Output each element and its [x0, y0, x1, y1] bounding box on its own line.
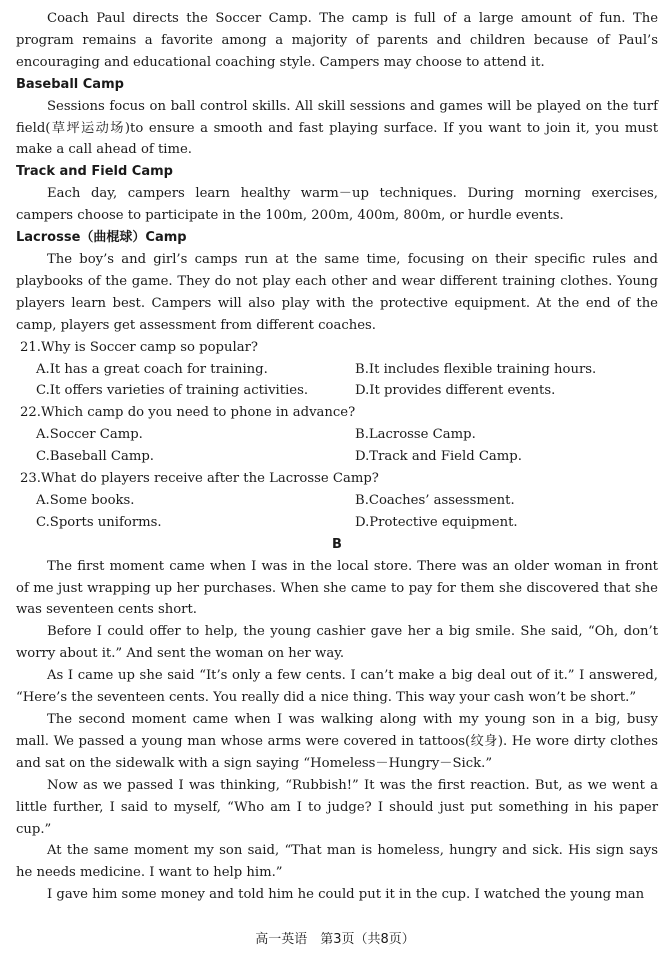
answer-options [16, 359, 658, 403]
passage-b-paragraph: At the same moment my son said, “That man is homeless, hungry and sick. His sign says he needs medicine. I want to help him.” [16, 843, 658, 881]
passage-b-paragraph: The second moment came when I was walking along with my young son in a big, busy mall. We passed a young man whose arms were covered in tattoos(纹身). He wore dirty clothes and sat on the sidewalk with a sign saying “Homeless－Hungry－Sick.” [16, 712, 658, 771]
section-b-label: B [332, 536, 342, 552]
question-22 [16, 402, 658, 468]
option-b: B.It includes flexible training hours. [355, 361, 597, 377]
baseball-camp-heading: Baseball Camp [16, 76, 124, 92]
option-a: A.Soccer Camp. [36, 427, 143, 443]
option-d: D.It provides different events. [355, 383, 556, 399]
option-b: B.Coaches’ assessment. [355, 492, 515, 508]
option-c: C.Baseball Camp. [36, 449, 154, 465]
track-camp-paragraph: Each day, campers learn healthy warm－up techniques. During morning exercises, campers choose to participate in the 100m, 200m, 400m, 800m, or hurdle events. [16, 186, 658, 224]
question-stem: 21.Why is Soccer camp so popular? [20, 339, 258, 355]
track-camp-heading: Track and Field Camp [16, 164, 173, 180]
option-a: A.It has a great coach for training. [36, 361, 268, 377]
passage-b-paragraph: As I came up she said “It’s only a few cents. I can’t make a big deal out of it.” I answered, “Here’s the seventeen cents. You really did a nice thing. This way your cash won’t be short.” [16, 668, 658, 706]
soccer-camp-paragraph: Coach Paul directs the Soccer Camp. The camp is full of a large amount of fun. The program remains a favorite among a majority of parents and children because of Paul’s encouraging and educational coaching style. Campers may choose to attend it. [16, 11, 658, 70]
option-c: C.Sports uniforms. [36, 514, 162, 530]
question-stem: 22.Which camp do you need to phone in advance? [20, 405, 356, 421]
question-stem: 23.What do players receive after the Lacrosse Camp? [20, 471, 379, 487]
option-c: C.It offers varieties of training activities. [36, 383, 309, 399]
passage-b-paragraph: Before I could offer to help, the young cashier gave her a big smile. She said, “Oh, don’t worry about it.” And sent the woman on her way. [16, 624, 658, 662]
passage-b-paragraph: The first moment came when I was in the local store. There was an older woman in front of me just wrapping up her purchases. When she came to pay for them she discovered that she was seventeen cents short. [16, 558, 658, 618]
page-footer: 高一英语 第3页（共8页） [255, 932, 415, 947]
passage-a [16, 8, 658, 906]
option-b: B.Lacrosse Camp. [355, 427, 476, 443]
lacrosse-camp-heading: Lacrosse（曲棍球）Camp [16, 230, 187, 246]
answer-options [16, 490, 658, 534]
baseball-camp-paragraph: Sessions focus on ball control skills. All skill sessions and games will be played on the turf field(草坪运动场)to ensure a smooth and fast playing surface. If you want to join it, you must make a call ahead of time. [16, 98, 658, 158]
option-d: D.Track and Field Camp. [355, 449, 522, 465]
question-21 [16, 337, 658, 403]
passage-b-paragraph: Now as we passed I was thinking, “Rubbish!” It was the first reaction. But, as we went a little further, I said to myself, “Who am I to judge? I should just put something in his paper cup.” [16, 777, 658, 837]
option-d: D.Protective equipment. [355, 514, 518, 530]
lacrosse-camp-paragraph: The boy’s and girl’s camps run at the same time, focusing on their specific rules and playbooks of the game. They do not play each other and wear different training clothes. Young players learn best. Campers will also play with the protective equipment. At the end of the camp, players get assessment from different coaches. [16, 251, 658, 333]
answer-options [16, 424, 658, 468]
question-23 [16, 468, 658, 534]
option-a: A.Some books. [36, 492, 135, 508]
passage-b-paragraph: I gave him some money and told him he could put it in the cup. I watched the young man [47, 887, 645, 903]
